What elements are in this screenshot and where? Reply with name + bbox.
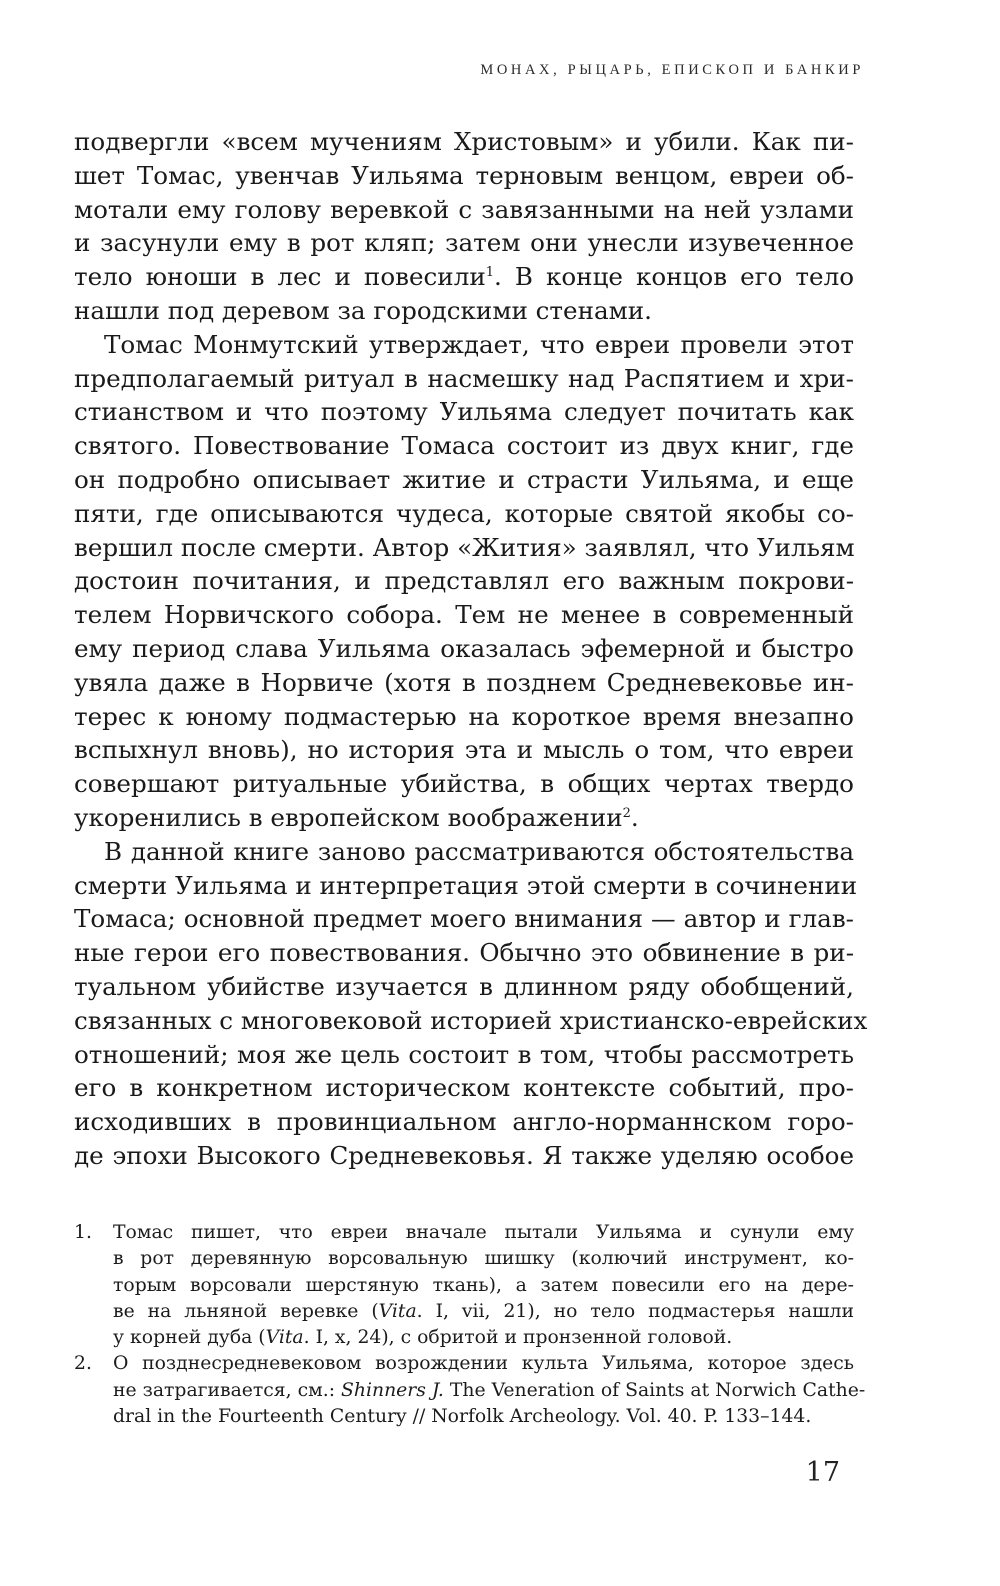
source-title: Vita: [265, 1327, 304, 1349]
text-segment: . В конце концов его тело: [494, 262, 854, 292]
text-line: вершил после смерти. Автор «Жития» заявлял, что Уильям: [74, 532, 855, 562]
footnote-number: 2.: [74, 1353, 92, 1375]
text-line: исходивших в провинциальном англо-норманнском горо-: [74, 1107, 854, 1137]
text-line: мотали ему голову веревкой с завязанными на ней узлами: [74, 194, 854, 224]
footnote-line: Томас пишет, что евреи вначале пытали Уильяма и сунули ему: [113, 1222, 854, 1243]
footnote-1: [74, 1220, 854, 1351]
source-title: Vita: [378, 1300, 417, 1322]
text-line: достоин почитания, и представлял его важным покрови-: [74, 566, 854, 596]
text-line: ему период слава Уильяма оказалась эфемерной и быстро: [74, 633, 854, 663]
text-line: стианством и что поэтому Уильяма следует почитать как: [74, 397, 854, 427]
text-segment: The Veneration of Saints at Norwich Cathe-: [443, 1379, 866, 1401]
author-name: Shinners J.: [341, 1379, 444, 1401]
text-line: терес к юному подмастерью на короткое время внезапно: [74, 701, 854, 731]
footnote-ref-2[interactable]: 2: [622, 805, 631, 821]
text-line: В данной книге заново рассматриваются обстоятельства: [104, 836, 854, 866]
footnotes: [74, 1220, 866, 1430]
text-line: де эпохи Высокого Средневековья. Я также уделяю особое: [74, 1140, 854, 1170]
text-segment: ве на льняной веревке (: [113, 1300, 379, 1322]
text-line: и засунули ему в рот кляп; затем они унесли изувеченное: [74, 228, 854, 258]
text-line: смерти Уильяма и интерпретация этой смерти в сочинении: [74, 870, 858, 900]
text-line: вспыхнул вновь), но история эта и мысль о том, что евреи: [74, 735, 854, 765]
running-header: МОНАХ, РЫЦАРЬ, ЕПИСКОП И БАНКИР: [480, 62, 864, 78]
text-segment: у корней дуба (: [113, 1327, 266, 1349]
text-line: отношений; моя же цель состоит в том, чтобы рассмотреть: [74, 1039, 854, 1069]
text-line: Томас Монмутский утверждает, что евреи провели этот: [104, 329, 854, 359]
text-line: нашли под деревом за городскими стенами.: [74, 295, 652, 325]
text-segment: .: [630, 802, 639, 832]
text-line: подвергли «всем мучениям Христовым» и убили. Как пи-: [74, 127, 854, 156]
text-line: святого. Повествование Томаса состоит из двух книг, где: [74, 431, 854, 461]
text-segment: не затрагивается, см.:: [113, 1379, 341, 1401]
text-line: пяти, где описываются чудеса, которые святой якобы со-: [74, 498, 854, 528]
text-segment: тело юноши в лес и повесили: [74, 262, 486, 292]
text-segment: укоренились в европейском воображении: [74, 802, 623, 832]
footnote-line: О позднесредневековом возрождении культа Уильяма, которое здесь: [113, 1353, 854, 1375]
page-number: 17: [805, 1457, 840, 1488]
footnote-ref-1[interactable]: 1: [485, 265, 494, 281]
main-text: [74, 125, 868, 1173]
text-segment: . I, x, 24), с обритой и пронзенной головой.: [303, 1327, 733, 1349]
footnote-number: 1.: [74, 1222, 92, 1243]
footnote-line: торым ворсовали шерстяную ткань), а затем повесили его на дере-: [113, 1274, 854, 1296]
footnote-2: [74, 1351, 866, 1430]
text-line: ные герои его повествования. Обычно это обвинение в ри-: [74, 938, 854, 968]
text-line: его в конкретном историческом контексте событий, про-: [74, 1073, 854, 1103]
text-line-with-footnote: [74, 260, 854, 294]
text-segment: . I, vii, 21), но тело подмастерья нашли: [416, 1300, 854, 1322]
text-line: увяла даже в Норвиче (хотя в позднем Средневековье ин-: [74, 667, 854, 697]
footnote-line: в рот деревянную ворсовальную шишку (колючий инструмент, ко-: [113, 1248, 854, 1270]
text-line: шет Томас, увенчав Уильяма терновым венцом, евреи об-: [74, 160, 854, 190]
text-line: совершают ритуальные убийства, в общих чертах твердо: [74, 769, 854, 799]
text-line-with-footnote: [74, 801, 854, 835]
text-line: связанных с многовековой историей христианско-еврейских: [74, 1005, 868, 1035]
text-line: туальном убийстве изучается в длинном ряду обобщений,: [74, 971, 854, 1001]
text-line: предполагаемый ритуал в насмешку над Распятием и хри-: [74, 363, 854, 393]
text-line: Томаса; основной предмет моего внимания — автор и глав-: [74, 904, 854, 934]
footnote-line: [113, 1325, 854, 1351]
footnote-line: [113, 1378, 866, 1404]
text-line: телем Норвичского собора. Тем не менее в современный: [74, 600, 854, 630]
text-line: он подробно описывает житие и страсти Уильяма, и еще: [74, 464, 854, 494]
footnote-line: dral in the Fourteenth Century // Norfolk Archeology. Vol. 40. P. 133–144.: [113, 1406, 812, 1428]
footnote-line: [113, 1299, 854, 1325]
